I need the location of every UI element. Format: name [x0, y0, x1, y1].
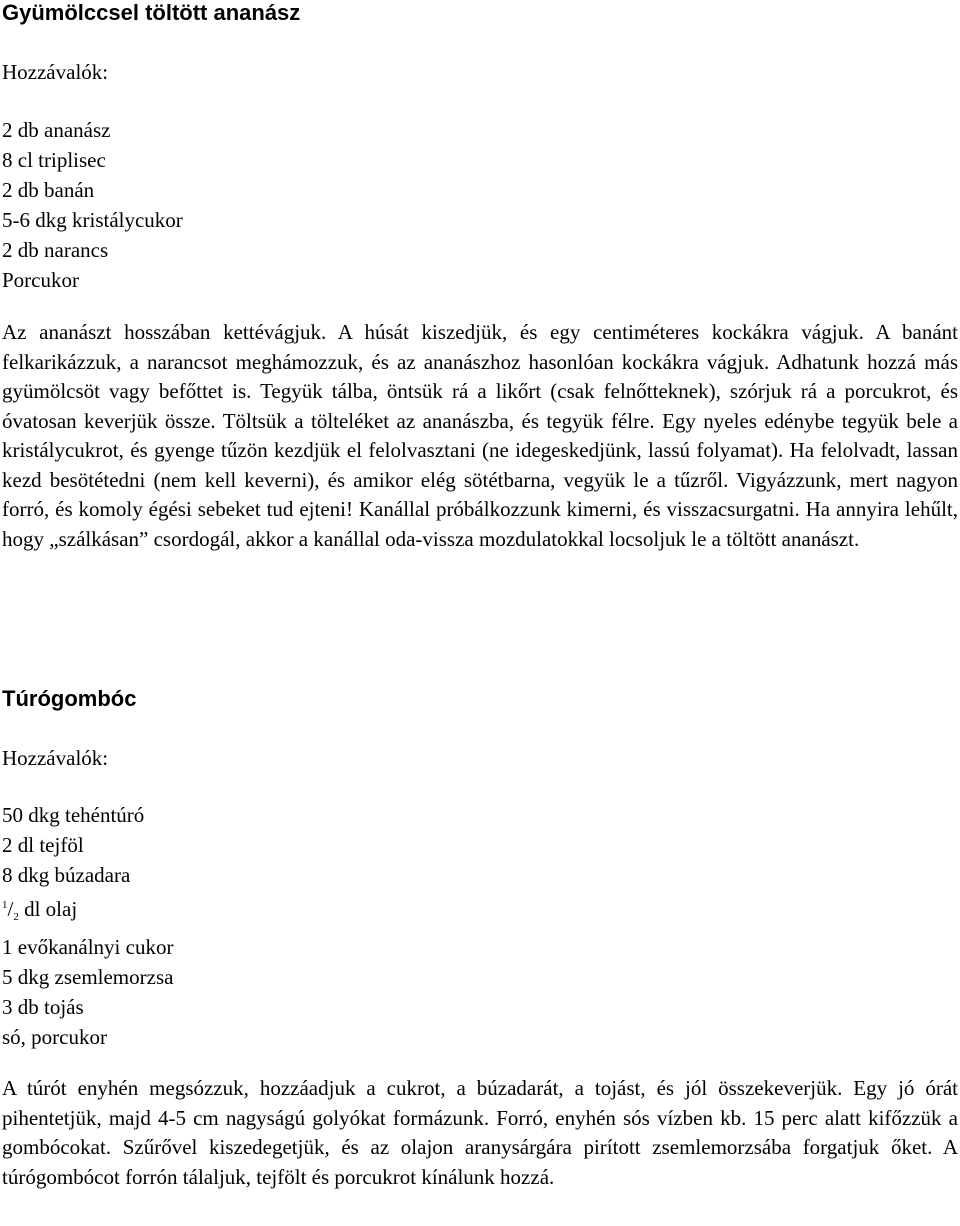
ingredient-item: 2 db ananász — [2, 118, 111, 142]
ingredient-item-text: dl olaj — [24, 897, 78, 921]
recipe-title: Gyümölccsel töltött ananász — [2, 0, 301, 25]
recipe-instructions: A túrót enyhén megsózzuk, hozzáadjuk a cukrot, a búzadarát, a tojást, és jól összekeverjük. Egy jó órát pihentetjük, majd 4-5 cm nagyságú golyókat formázunk. Forró, enyhén sós vízben kb. 15 perc alatt kifőzzük a gombócokat. Szűrővel kiszedegetjük, és az olajon aranysárgára pirított zsemlemorzsába forgatjuk őket. A túrógombócot forrón tálaljuk, tejfölt és porcukrot kínálunk hozzá. — [2, 1076, 958, 1189]
ingredient-item: 3 db tojás — [2, 995, 84, 1019]
ingredient-item: só, porcukor — [2, 1025, 107, 1049]
ingredient-item: 1 evőkanálnyi cukor — [2, 935, 174, 959]
ingredient-item: Porcukor — [2, 268, 79, 292]
ingredients-heading: Hozzávalók: — [2, 746, 109, 770]
ingredients-heading: Hozzávalók: — [2, 60, 109, 84]
fraction-numerator: 1 — [2, 899, 8, 911]
fraction-slash: / — [7, 897, 14, 921]
ingredient-item-fraction — [2, 890, 173, 932]
ingredient-item: 2 db narancs — [2, 238, 109, 262]
ingredient-item: 2 db banán — [2, 178, 95, 202]
ingredient-item: 5-6 dkg kristálycukor — [2, 208, 183, 232]
ingredient-item: 5 dkg zsemlemorzsa — [2, 965, 174, 989]
fraction-denominator: 2 — [13, 911, 19, 923]
recipe-title: Túrógombóc — [2, 686, 137, 711]
ingredients-list — [2, 115, 183, 295]
ingredient-item: 50 dkg tehéntúró — [2, 803, 145, 827]
ingredient-item: 2 dl tejföl — [2, 833, 84, 857]
ingredient-item: 8 dkg búzadara — [2, 863, 131, 887]
ingredients-list — [2, 800, 173, 1052]
recipe-instructions: Az ananászt hosszában kettévágjuk. A húsát kiszedjük, és egy centiméteres kockákra vágjuk. A banánt felkarikázzuk, a narancsot meghámozzuk, és az ananászhoz hasonlóan kockákra vágjuk. Adhatunk hozzá más gyümölcsöt vagy befőttet is. Tegyük tálba, öntsük rá a likőrt (csak felnőtteknek), szórjuk rá a porcukrot, és óvatosan keverjük össze. Töltsük a töltеléket az ananászba, és tegyük félre. Egy nyeles edénybe tegyük bele a kristálycukrot, és gyenge tűzön kezdjük el felolvasztani (ne idegeskedjünk, lassú folyamat). Ha felolvadt, lassan kezd besötétedni (nem kell keverni), és amikor elég sötétbarna, vegyük le a tűzről. Vigyázzunk, mert nagyon forró, és komoly égési sebeket tud ejteni! Kanállal próbálkozzunk kimerni, és visszacsurgatni. Ha annyira lehűlt, hogy „szálkásan” csordogál, akkor a kanállal oda-vissza mozdulatokkal locsoljuk le a töltött ananászt. — [2, 320, 958, 551]
ingredient-item: 8 cl triplisec — [2, 148, 106, 172]
